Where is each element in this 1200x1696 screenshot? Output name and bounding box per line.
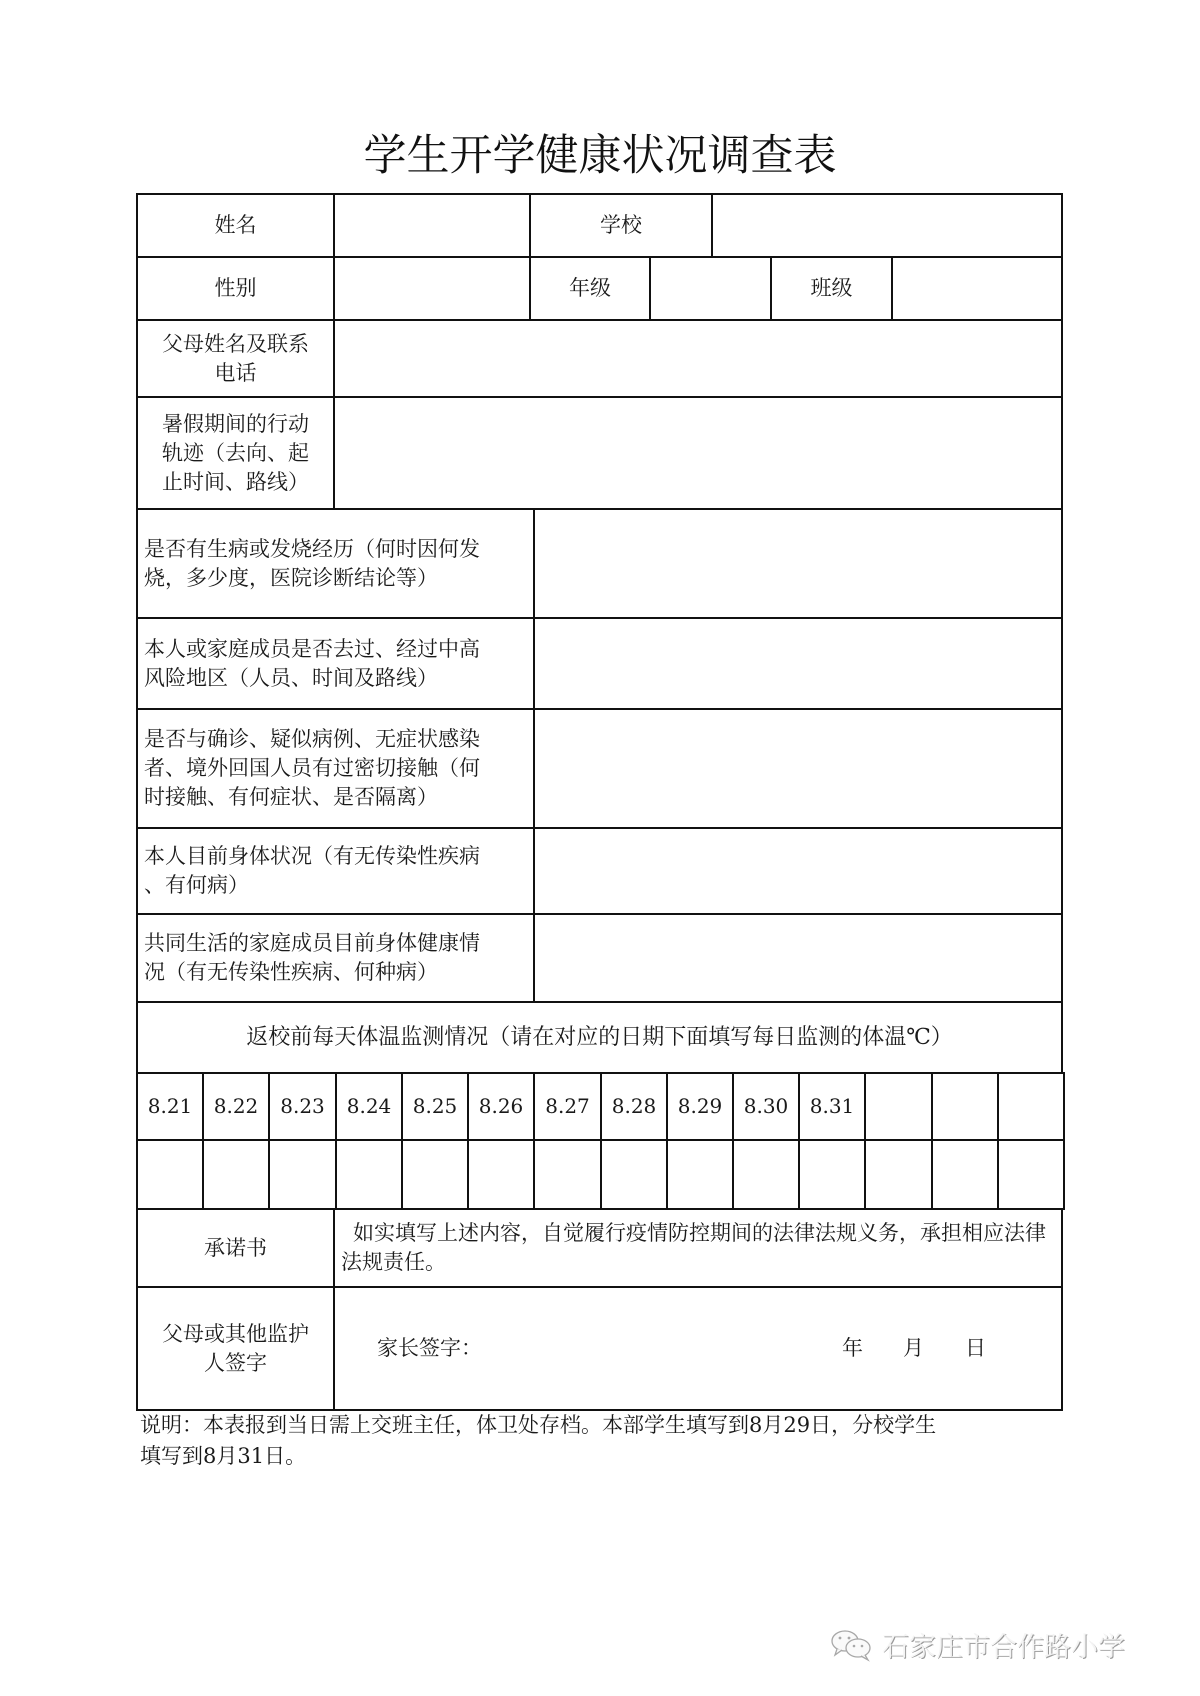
- parent-signature-label: 家长签字：: [377, 1336, 482, 1360]
- date-cell: [666, 1072, 734, 1141]
- date-month-label: 月: [903, 1336, 924, 1360]
- note: [140, 1410, 1070, 1472]
- date-label: 8.22: [213, 1094, 259, 1118]
- question-line: 共同生活的家庭成员目前身体健康情: [144, 931, 480, 955]
- date-year-label: 年: [842, 1336, 863, 1360]
- school-input-cell[interactable]: [711, 193, 1063, 258]
- date-label: 8.23: [280, 1094, 325, 1118]
- date-label: 8.29: [677, 1094, 723, 1118]
- question-line: 本人目前身体状况（有无传染性疾病: [144, 844, 480, 868]
- temperature-input-cell[interactable]: [732, 1139, 800, 1210]
- parents-input-cell[interactable]: [333, 319, 1063, 398]
- date-label: 8.25: [412, 1094, 458, 1118]
- gender-label: 性别: [214, 276, 257, 300]
- grade-input-cell[interactable]: [649, 256, 772, 321]
- date-cell: [931, 1072, 999, 1141]
- wechat-icon: [830, 1628, 874, 1662]
- guardian-label-cell: [136, 1286, 335, 1411]
- promise-text: 如实填写上述内容，自觉履行疫情防控期间的法律法规义务，承担相应法律法规责任。: [341, 1221, 1046, 1274]
- temperature-input-cell[interactable]: [533, 1139, 602, 1210]
- temperature-input-cell[interactable]: [268, 1139, 337, 1210]
- guardian-label-line: 人签字: [204, 1350, 267, 1375]
- gender-label-cell: [136, 256, 335, 321]
- note-line: 填写到8月31日。: [140, 1444, 307, 1468]
- date-cell: [136, 1072, 204, 1141]
- date-label: 8.28: [611, 1094, 657, 1118]
- temperature-input-cell[interactable]: [202, 1139, 270, 1210]
- temperature-input-cell[interactable]: [467, 1139, 535, 1210]
- name-input-cell[interactable]: [333, 193, 531, 258]
- promise-label-cell: [136, 1208, 335, 1288]
- trajectory-label-line: 暑假期间的行动: [162, 411, 309, 436]
- question-line: 是否与确诊、疑似病例、无症状感染: [144, 727, 480, 751]
- date-cell: [533, 1072, 602, 1141]
- school-label-cell: [529, 193, 713, 258]
- question-line: 者、境外回国人员有过密切接触（何: [144, 756, 480, 780]
- note-line: 说明：本表报到当日需上交班主任，体卫处存档。本部学生填写到8月29日，分校学生: [140, 1413, 937, 1437]
- date-label: 8.21: [147, 1094, 193, 1118]
- date-cell: [864, 1072, 933, 1141]
- trajectory-label-cell: [136, 396, 335, 510]
- form-title: 学生开学健康状况调查表: [363, 131, 837, 181]
- promise-text-cell: [333, 1208, 1063, 1288]
- promise-label: 承诺书: [204, 1235, 267, 1260]
- name-label: 姓名: [214, 213, 257, 237]
- trajectory-label-line: 轨迹（去向、起: [162, 440, 309, 465]
- temperature-input-cell[interactable]: [335, 1139, 403, 1210]
- question-line: 况（有无传染性疾病、何种病）: [144, 960, 438, 984]
- question-risk-area-label-cell: [136, 617, 535, 710]
- date-cell: [467, 1072, 535, 1141]
- question-line: 是否有生病或发烧经历（何时因何发: [144, 536, 480, 561]
- question-self-health-label-cell: [136, 827, 535, 915]
- guardian-signature-cell[interactable]: [333, 1286, 1063, 1411]
- date-day-label: 日: [965, 1336, 986, 1360]
- parents-label: 父母姓名及联系电话: [162, 331, 309, 385]
- class-label-cell: [770, 256, 893, 321]
- temperature-input-cell[interactable]: [997, 1139, 1065, 1210]
- date-label: 8.31: [809, 1094, 855, 1118]
- date-label: 8.30: [743, 1094, 789, 1118]
- temperature-input-cell[interactable]: [600, 1139, 668, 1210]
- date-label: 8.27: [545, 1094, 590, 1118]
- gender-input-cell[interactable]: [333, 256, 531, 321]
- question-line: 本人或家庭成员是否去过、经过中高: [144, 636, 480, 661]
- grade-label: 年级: [569, 276, 611, 300]
- temperature-input-cell[interactable]: [136, 1139, 204, 1210]
- watermark-text: 石家庄市合作路小学: [882, 1632, 1125, 1663]
- question-line: 、有何病）: [144, 873, 249, 897]
- grade-label-cell: [529, 256, 651, 321]
- temperature-input-cell[interactable]: [666, 1139, 734, 1210]
- question-family-health-input-cell[interactable]: [533, 913, 1063, 1003]
- question-contact-input-cell[interactable]: [533, 708, 1063, 829]
- school-label: 学校: [600, 213, 642, 237]
- date-cell: [600, 1072, 668, 1141]
- class-input-cell[interactable]: [891, 256, 1063, 321]
- temperature-input-cell[interactable]: [864, 1139, 933, 1210]
- question-risk-area-input-cell[interactable]: [533, 617, 1063, 710]
- parents-label-cell: [136, 319, 335, 398]
- temperature-header-cell: [136, 1001, 1063, 1074]
- watermark: [830, 1625, 1125, 1664]
- question-line: 时接触、有何症状、是否隔离）: [144, 785, 438, 809]
- temperature-input-cell[interactable]: [798, 1139, 866, 1210]
- trajectory-label-line: 止时间、路线）: [162, 469, 309, 494]
- question-illness-input-cell[interactable]: [533, 508, 1063, 619]
- date-label: 8.24: [346, 1094, 392, 1118]
- date-cell: [732, 1072, 800, 1141]
- question-line: 烧，多少度，医院诊断结论等）: [144, 565, 438, 590]
- date-cell: [798, 1072, 866, 1141]
- question-line: 风险地区（人员、时间及路线）: [144, 665, 438, 690]
- name-label-cell: [136, 193, 335, 258]
- question-illness-label-cell: [136, 508, 535, 619]
- date-cell: [335, 1072, 403, 1141]
- class-label: 班级: [810, 276, 853, 300]
- trajectory-input-cell[interactable]: [333, 396, 1063, 510]
- question-contact-label-cell: [136, 708, 535, 829]
- temperature-input-cell[interactable]: [931, 1139, 999, 1210]
- question-self-health-input-cell[interactable]: [533, 827, 1063, 915]
- guardian-label-line: 父母或其他监护: [162, 1321, 309, 1346]
- date-cell: [268, 1072, 337, 1141]
- date-cell: [997, 1072, 1065, 1141]
- date-cell: [202, 1072, 270, 1141]
- date-cell: [401, 1072, 469, 1141]
- temperature-input-cell[interactable]: [401, 1139, 469, 1210]
- question-family-health-label-cell: [136, 913, 535, 1003]
- date-label: 8.26: [478, 1094, 524, 1118]
- temperature-header: 返校前每天体温监测情况（请在对应的日期下面填写每日监测的体温℃）: [246, 1025, 953, 1050]
